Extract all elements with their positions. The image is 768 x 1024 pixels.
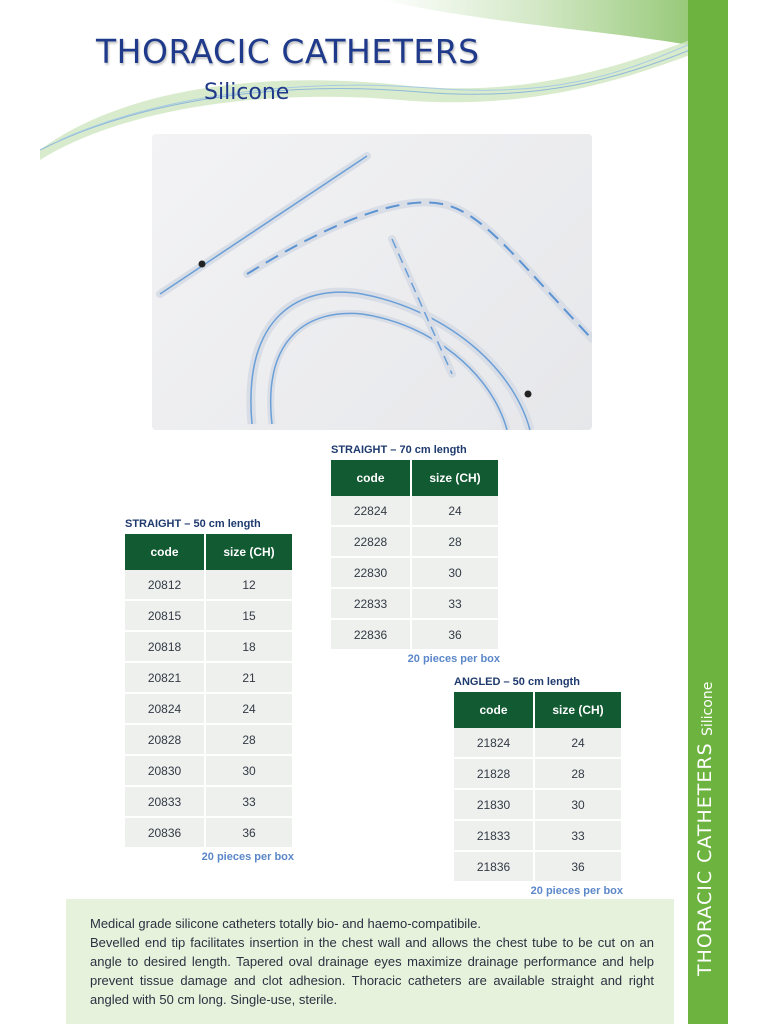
table-row: [125, 694, 294, 725]
pieces-per-box-note: 20 pieces per box: [201, 851, 294, 863]
cell-size: 24: [412, 496, 500, 527]
cell-code: 21828: [454, 759, 535, 790]
cell-size: 24: [535, 728, 623, 759]
cell-size: 28: [535, 759, 623, 790]
cell-size: 21: [206, 663, 294, 694]
table-row: [331, 527, 500, 558]
page-title: THORACIC CATHETERS: [96, 32, 480, 71]
table-caption: STRAIGHT – 50 cm length: [125, 518, 261, 530]
cell-size: 30: [535, 790, 623, 821]
table-row: [454, 728, 623, 759]
cell-size: 36: [535, 852, 623, 883]
cell-code: 21824: [454, 728, 535, 759]
cell-code: 22833: [331, 589, 412, 620]
cell-code: 20828: [125, 725, 206, 756]
table-row: [125, 725, 294, 756]
cell-code: 20821: [125, 663, 206, 694]
page-subtitle: Silicone: [204, 80, 290, 105]
table-row: [454, 759, 623, 790]
column-header-size: size (CH): [206, 534, 294, 570]
column-header-code: code: [125, 534, 206, 570]
cell-code: 21833: [454, 821, 535, 852]
description-line-2: Bevelled end tip facilitates insertion in the chest wall and allows the chest tube to be cut on an angle to desired length. Tapered oval drainage eyes maximize drainage performance and help prevent tissue damage and clot adhesion. Thoracic catheters are available straight and right angled with 50 cm long. Single-use, sterile.: [90, 935, 654, 1007]
table-row: [125, 756, 294, 787]
table-caption: ANGLED – 50 cm length: [454, 676, 580, 688]
table-straight-70: [331, 444, 500, 665]
column-header-code: code: [454, 692, 535, 728]
cell-size: 33: [535, 821, 623, 852]
cell-size: 18: [206, 632, 294, 663]
cell-code: 20818: [125, 632, 206, 663]
cell-code: 21830: [454, 790, 535, 821]
column-header-size: size (CH): [535, 692, 623, 728]
product-photo: [152, 134, 592, 430]
pieces-per-box-note: 20 pieces per box: [407, 653, 500, 665]
table-row: [125, 787, 294, 818]
cell-size: 36: [412, 620, 500, 651]
cell-code: 22828: [331, 527, 412, 558]
cell-size: 12: [206, 570, 294, 601]
cell-code: 21836: [454, 852, 535, 883]
cell-code: 20815: [125, 601, 206, 632]
cell-size: 24: [206, 694, 294, 725]
table-row: [331, 558, 500, 589]
table-row: [125, 570, 294, 601]
table-row: [331, 589, 500, 620]
catheters-illustration: [152, 134, 592, 430]
cell-code: 20812: [125, 570, 206, 601]
spec-table: [125, 534, 294, 849]
cell-code: 20833: [125, 787, 206, 818]
column-header-code: code: [331, 460, 412, 496]
table-row: [125, 818, 294, 849]
table-row: [331, 620, 500, 651]
sidebar-subtitle: Silicone: [700, 681, 716, 736]
cell-size: 15: [206, 601, 294, 632]
table-row: [454, 790, 623, 821]
table-caption: STRAIGHT – 70 cm length: [331, 444, 467, 456]
cell-code: 20824: [125, 694, 206, 725]
sidebar-title: THORACIC CATHETERS: [694, 742, 716, 976]
table-row: [125, 632, 294, 663]
cell-code: 22836: [331, 620, 412, 651]
cell-size: 33: [412, 589, 500, 620]
table-angled-50: [454, 676, 623, 897]
table-row: [125, 601, 294, 632]
table-row: [331, 496, 500, 527]
description-line-1: Medical grade silicone catheters totally bio- and haemo-compatibile.: [90, 916, 481, 931]
cell-code: 22830: [331, 558, 412, 589]
cell-size: 28: [412, 527, 500, 558]
cell-code: 22824: [331, 496, 412, 527]
cell-code: 20836: [125, 818, 206, 849]
cell-code: 20830: [125, 756, 206, 787]
cell-size: 28: [206, 725, 294, 756]
table-straight-50: [125, 518, 294, 863]
pieces-per-box-note: 20 pieces per box: [530, 885, 623, 897]
description-text: [90, 914, 654, 1009]
table-row: [454, 821, 623, 852]
cell-size: 33: [206, 787, 294, 818]
column-header-size: size (CH): [412, 460, 500, 496]
cell-size: 30: [206, 756, 294, 787]
table-row: [125, 663, 294, 694]
table-row: [454, 852, 623, 883]
spec-table: [454, 692, 623, 883]
cell-size: 30: [412, 558, 500, 589]
spec-table: [331, 460, 500, 651]
cell-size: 36: [206, 818, 294, 849]
